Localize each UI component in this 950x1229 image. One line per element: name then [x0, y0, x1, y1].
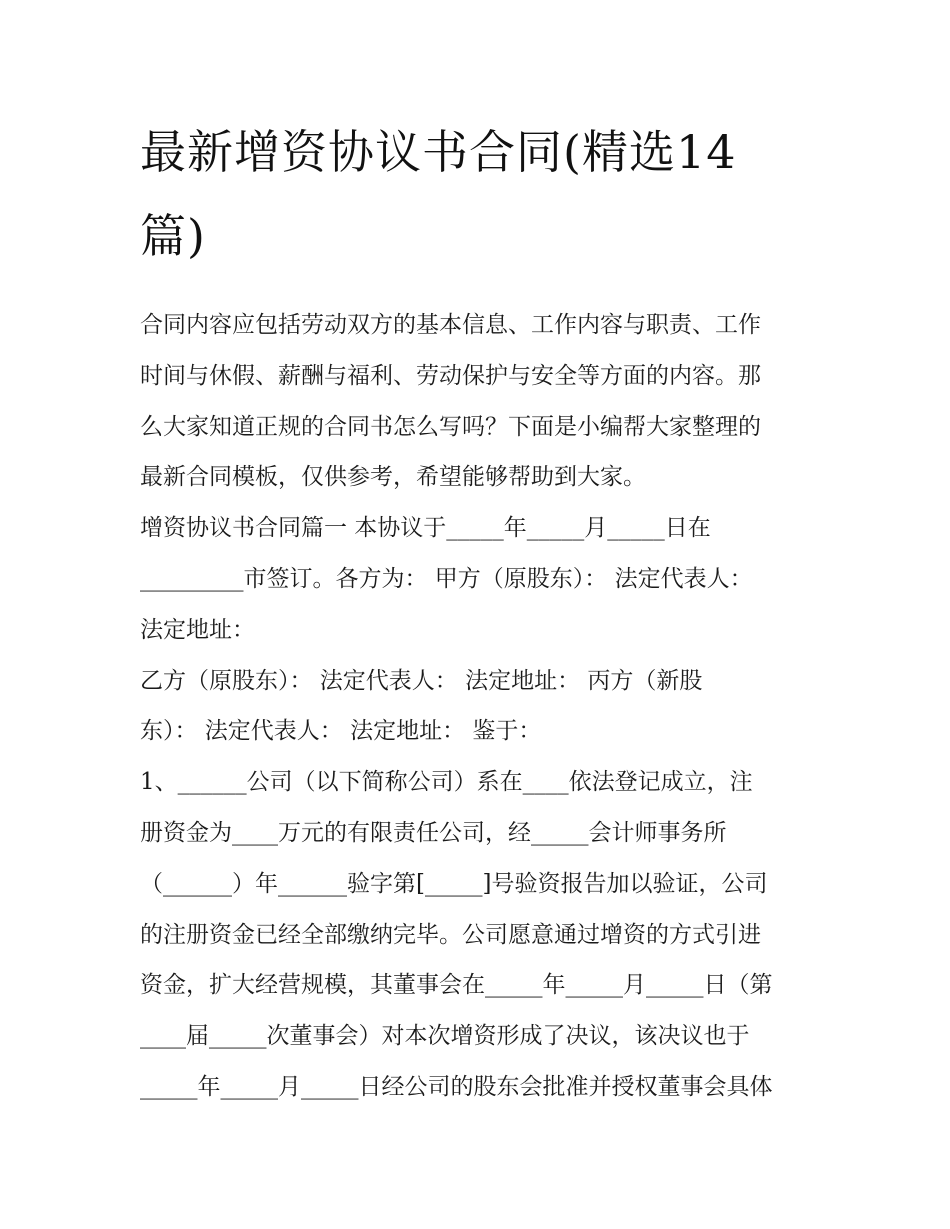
body-line: 么大家知道正规的合同书怎么写吗？下面是小编帮大家整理的 — [140, 413, 761, 440]
body-line: 乙方（原股东）： 法定代表人： 法定地址： 丙方（新股 — [140, 667, 703, 694]
body-line: 1、______公司（以下简称公司）系在____依法登记成立，注 — [140, 769, 753, 796]
body-line: 东）： 法定代表人： 法定地址： 鉴于： — [140, 718, 542, 745]
body-line: 合同内容应包括劳动双方的基本信息、工作内容与职责、工作 — [140, 312, 761, 338]
body-line: _________市签订。各方为： 甲方（原股东）： 法定代表人： — [140, 565, 753, 592]
document-content — [140, 110, 820, 1113]
body-line: ____届_____次董事会）对本次增资形成了决议，该决议也于 — [140, 1023, 750, 1050]
body-line: 资金，扩大经营规模，其董事会在_____年_____月_____日（第 — [140, 972, 773, 999]
body-line: 增资协议书合同篇一 本协议于_____年_____月_____日在 — [140, 515, 711, 542]
body-line: 册资金为____万元的有限责任公司，经_____会计师事务所 — [140, 819, 727, 846]
body-line: _____年_____月_____日经公司的股东会批准并授权董事会具体 — [140, 1073, 773, 1100]
body-line: 时间与休假、薪酬与福利、劳动保护与安全等方面的内容。那 — [140, 362, 761, 389]
body-line: 法定地址： — [140, 616, 255, 643]
document-body — [140, 300, 820, 1113]
title-line: 篇) — [140, 209, 206, 263]
body-line: 的注册资金已经全部缴纳完毕。公司愿意通过增资的方式引进 — [140, 921, 761, 948]
document-title — [140, 110, 820, 278]
body-line: （______）年______验字第[_____]号验资报告加以验证，公司 — [140, 870, 768, 897]
title-line: 最新增资协议书合同(精选14 — [140, 125, 737, 179]
body-line: 最新合同模板，仅供参考，希望能够帮助到大家。 — [140, 464, 646, 491]
